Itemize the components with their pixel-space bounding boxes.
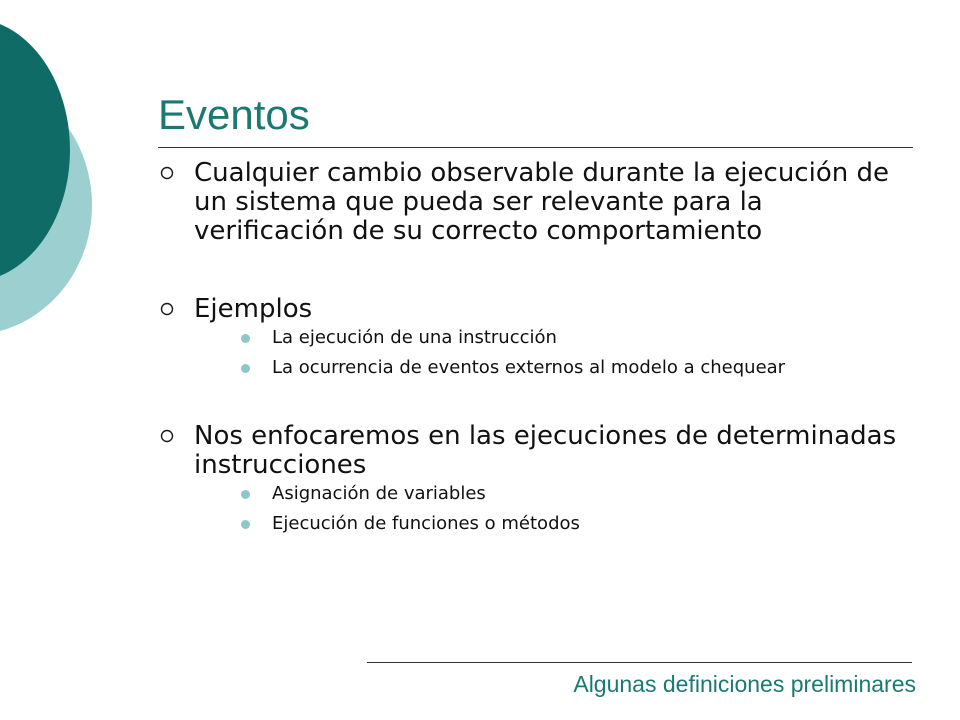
- hollow-circle-icon: [158, 300, 176, 318]
- hollow-circle-icon: [158, 427, 176, 445]
- sub-bullet-text: Asignación de variables: [272, 483, 486, 504]
- footer-divider: [367, 662, 912, 663]
- bullet-text: Ejemplos: [194, 294, 313, 324]
- bullet-item: [158, 295, 918, 378]
- sub-bullet-text: Ejecución de funciones o métodos: [272, 513, 580, 534]
- sub-bullet-item: [194, 328, 918, 348]
- sub-bullet-item: [194, 514, 918, 534]
- slide-content: [158, 158, 918, 544]
- filled-circle-icon: [241, 334, 250, 343]
- sub-bullet-text: La ejecución de una instrucción: [272, 327, 557, 348]
- filled-circle-icon: [241, 520, 250, 529]
- bullet-text: Nos enfocaremos en las ejecuciones de determinadas instrucciones: [194, 421, 897, 480]
- title-divider: [158, 147, 913, 148]
- sub-bullet-item: [194, 484, 918, 504]
- sub-bullet-text: La ocurrencia de eventos externos al modelo a chequear: [272, 357, 786, 378]
- slide-title: Eventos: [158, 91, 310, 138]
- bullet-text: Cualquier cambio observable durante la ejecución de un sistema que pueda ser relevante para la verificación de su correcto comportamiento: [194, 158, 889, 246]
- slide-footer: Algunas definiciones preliminares: [573, 671, 916, 697]
- bullet-item: [158, 422, 918, 534]
- sub-bullet-item: [194, 358, 918, 378]
- hollow-circle-icon: [158, 164, 176, 182]
- filled-circle-icon: [241, 490, 250, 499]
- filled-circle-icon: [241, 364, 250, 373]
- sub-bullet-list: [194, 328, 918, 378]
- sub-bullet-list: [194, 484, 918, 534]
- bullet-item: [158, 159, 918, 246]
